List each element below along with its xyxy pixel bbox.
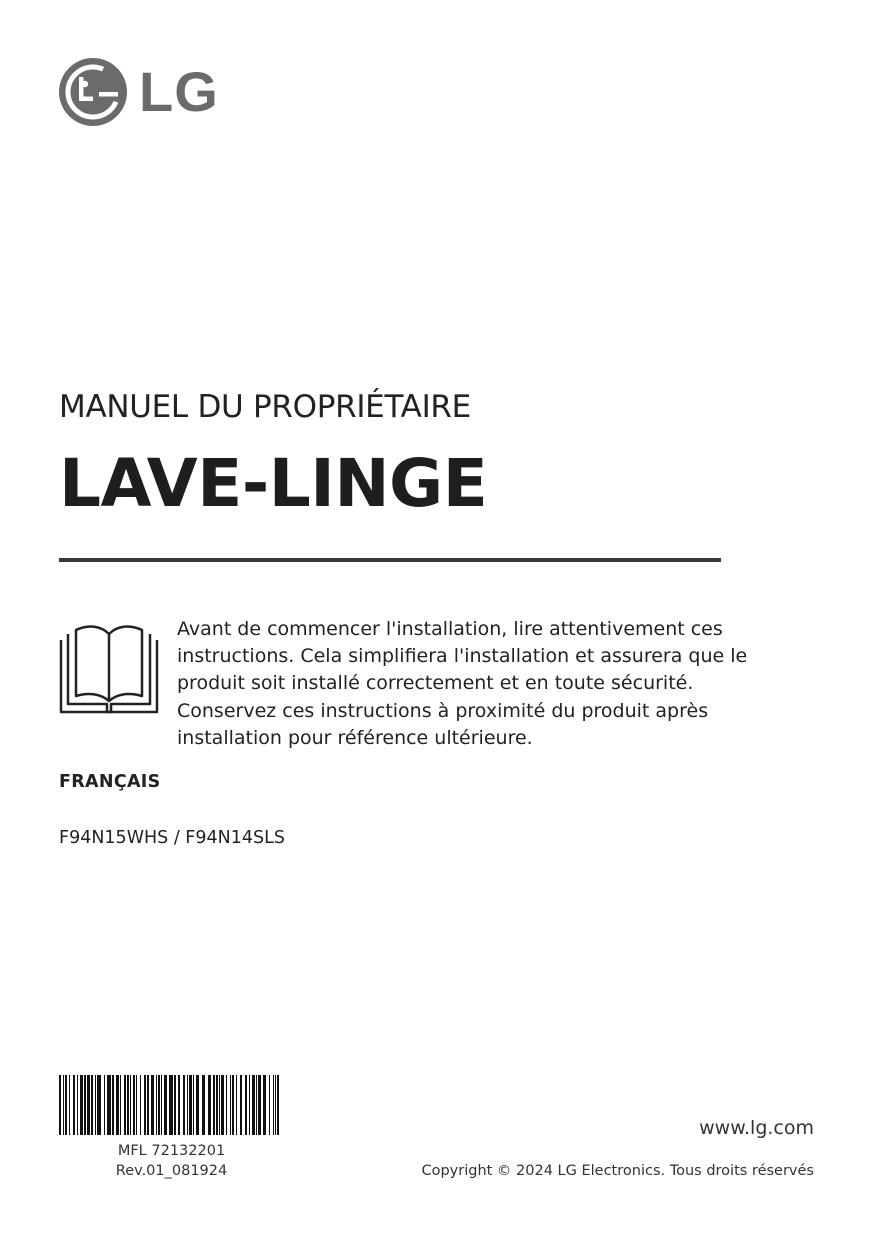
brand-wordmark: LG <box>139 60 219 123</box>
language-label: FRANÇAIS <box>59 772 161 792</box>
revision-code: Rev.01_081924 <box>115 1163 228 1179</box>
document-subtitle: MANUEL DU PROPRIÉTAIRE <box>59 389 471 425</box>
notice-line: instructions. Cela simplifiera l'installation et assurera que le <box>177 645 748 668</box>
notice-line: Conservez ces instructions à proximité du produit après <box>177 699 709 722</box>
brand-logo <box>59 58 219 128</box>
title-divider <box>59 558 721 562</box>
lg-circle-logo-icon <box>59 58 127 126</box>
document-title: LAVE-LINGE <box>59 445 488 522</box>
barcode-icon <box>59 1075 284 1135</box>
model-numbers: F94N15WHS / F94N14SLS <box>59 828 285 848</box>
part-number: MFL 72132201 <box>117 1143 226 1159</box>
safety-notice <box>177 616 827 752</box>
copyright-notice: Copyright © 2024 LG Electronics. Tous droits réservés <box>421 1163 814 1179</box>
notice-line: Avant de commencer l'installation, lire attentivement ces <box>177 618 723 640</box>
open-book-icon <box>59 622 159 714</box>
website-link[interactable]: www.lg.com <box>699 1117 814 1139</box>
notice-line: installation pour référence ultérieure. <box>177 726 533 749</box>
notice-line: produit soit installé correctement et en toute sécurité. <box>177 672 694 695</box>
